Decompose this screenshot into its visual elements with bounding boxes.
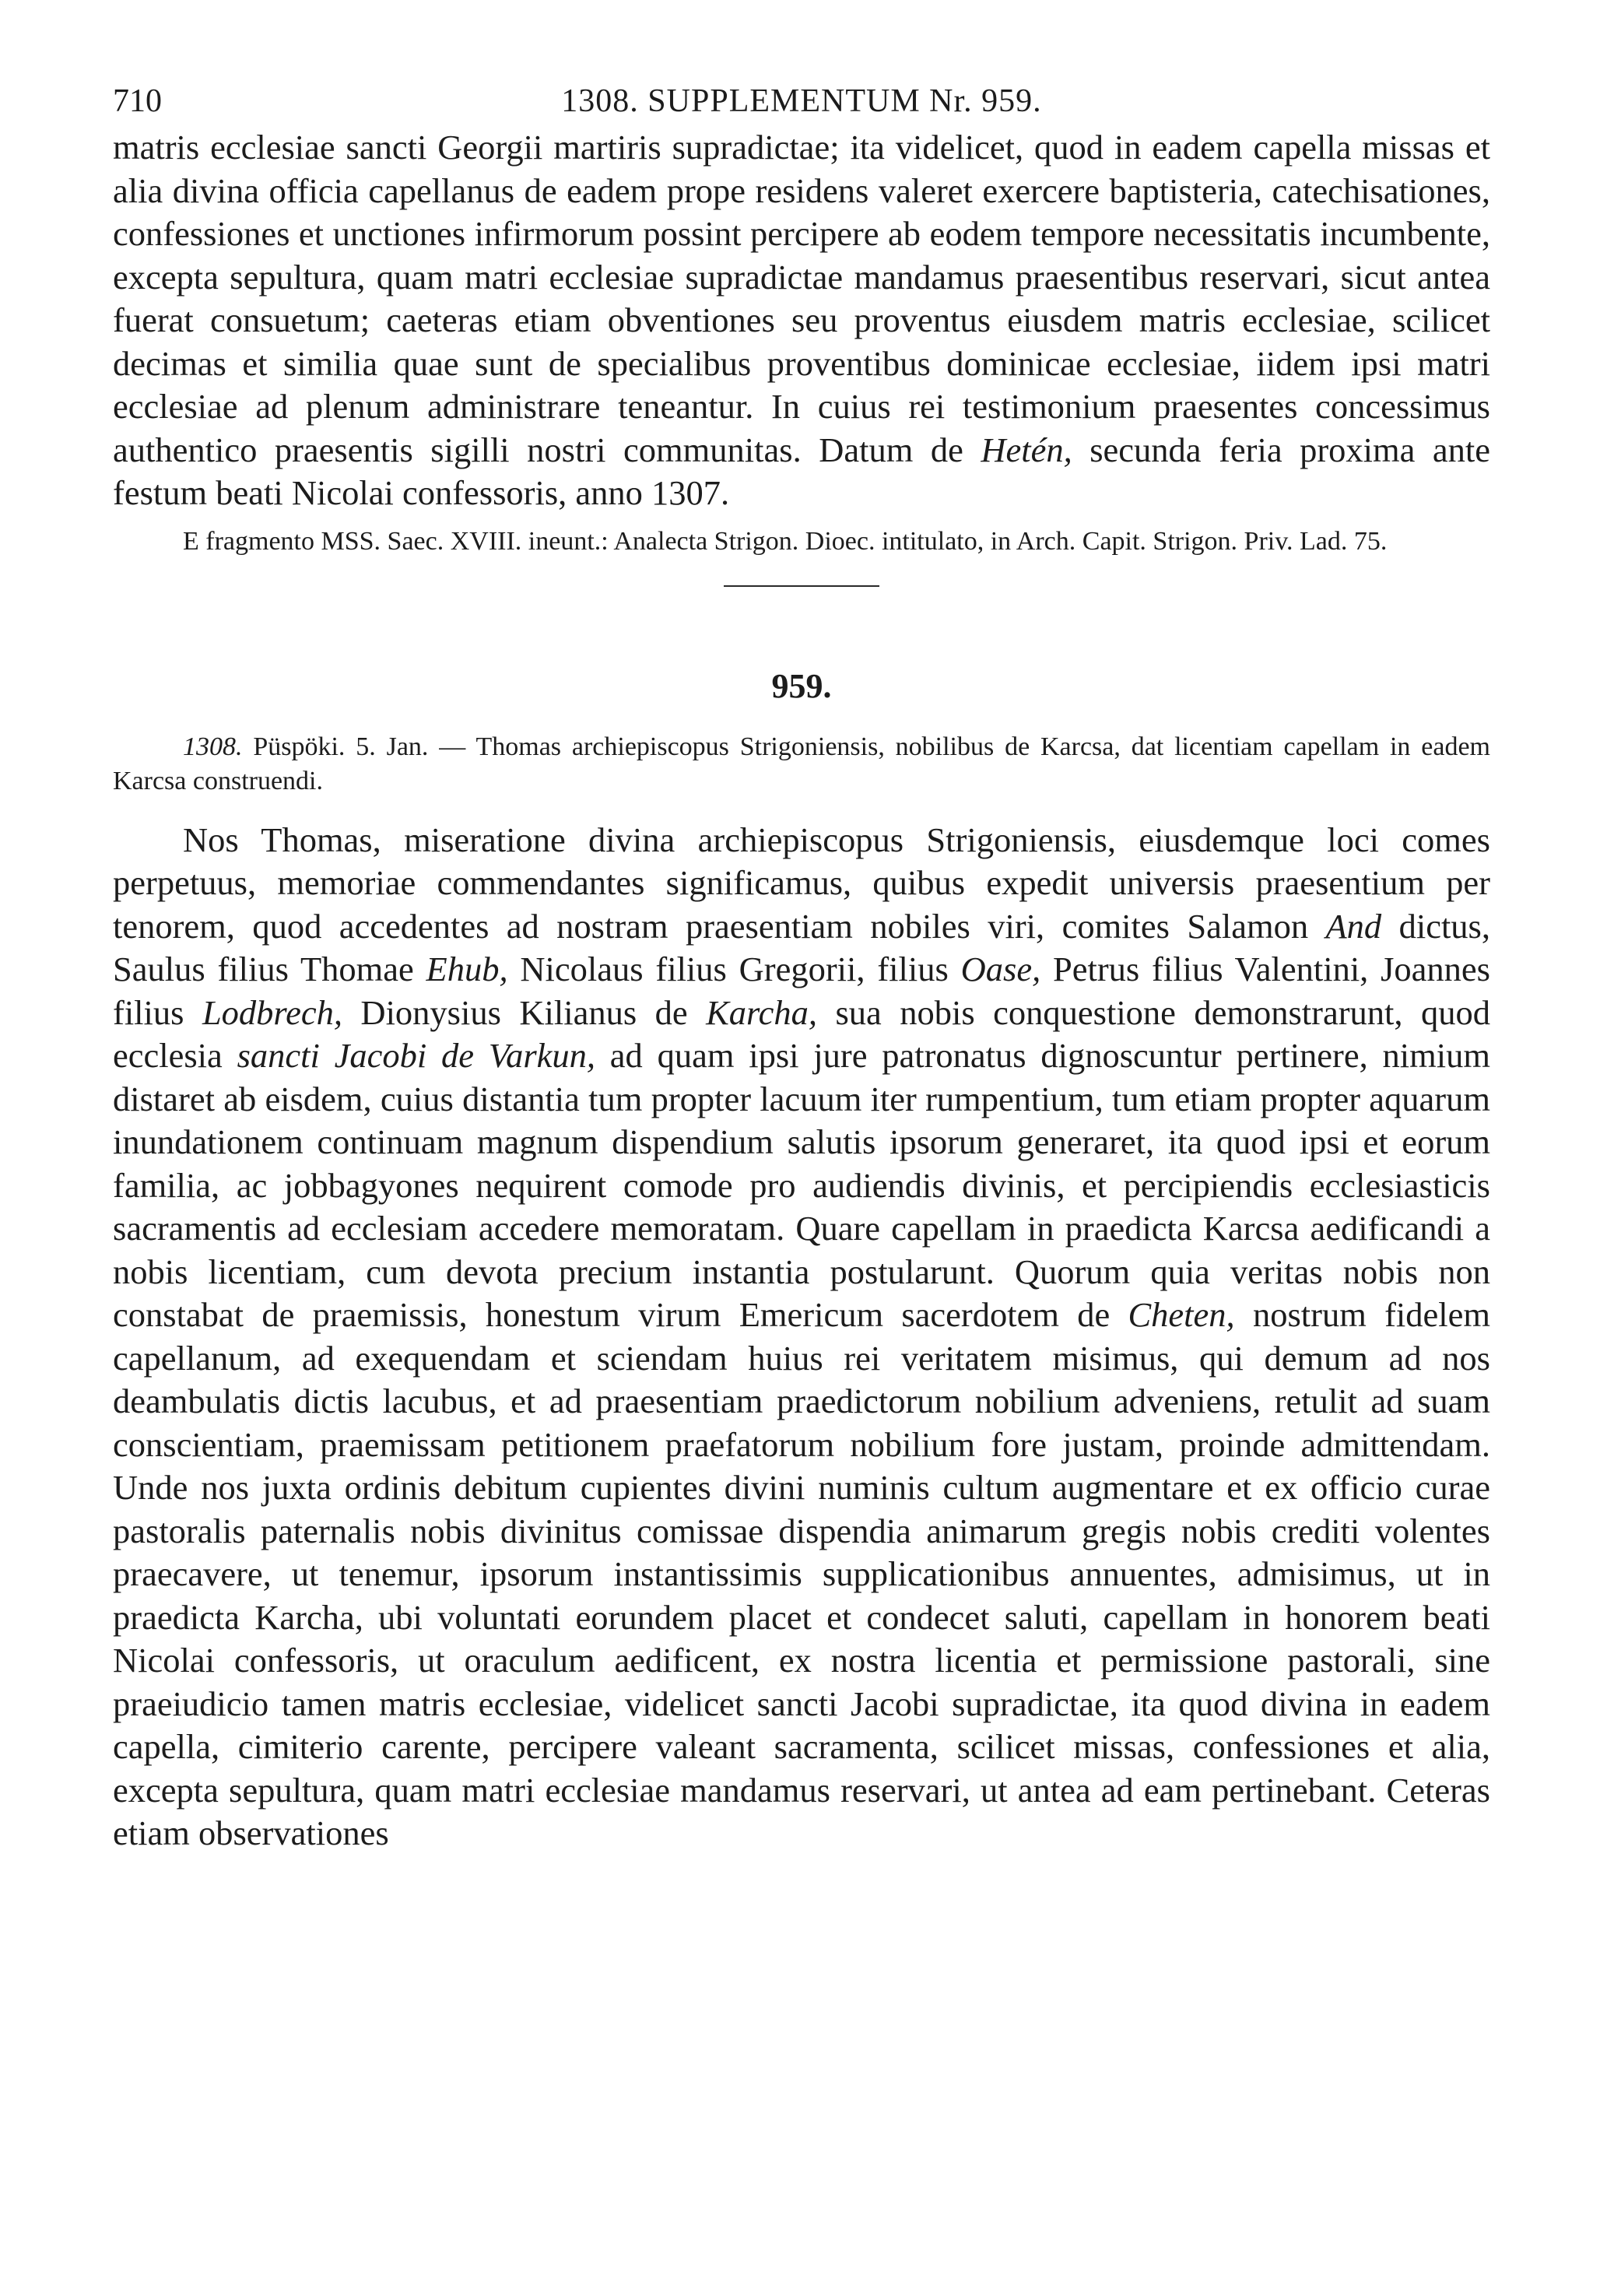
continued-text-part: secunda feria proxima ante festum beati Nicolai confessoris, anno 1307. (113, 430, 1490, 512)
charter-text (113, 819, 1490, 1855)
continued-text-part: matris ecclesiae sancti Georgii martiris supradictae; ita videlicet, quod in eadem capella missas et alia divina officia capellanus de eadem prope residens valeret exercere baptisteria, catechisationes, confessiones et unctiones infirmorum possint percipere ab eodem tempore necessitatis incumbente, excepta sepultura, quam matri ecclesiae supradictae mandamus praesentibus reservari, sicut antea fuerat consuetum; caeteras etiam obventiones seu proventus eiusdem matris ecclesiae, scilicet decimas et similia quae sunt de specialibus proventibus dominicae ecclesiae, iidem ipsi matri ecclesiae ad plenum administrare teneantur. In cuius rei testimonium praesentes concessimus authentico praesentis sigilli nostri communitas. Datum de (113, 128, 1490, 469)
text-run: sua nobis conquestione demonstrarunt, quod ecclesia (113, 992, 1490, 1075)
text-run: Nos Thomas, miseratione divina archiepiscopus Strigoniensis, eiusdemque loci comes perpetuus, memoriae commendantes significamus, quibus expedit universis praesentium per tenorem, quod accedentes ad nostram praesentiam nobiles viri, comites Salamon (113, 820, 1490, 946)
page-number: 710 (113, 83, 162, 119)
text-run: Dionysius Kilianus de (342, 992, 707, 1032)
document-number: 959. (771, 666, 832, 705)
regest (113, 730, 1490, 799)
source-note: E fragmento MSS. Saec. XVIII. ineunt.: Analecta Strigon. Dioec. intitulato, in Arch. Capit. Strigon. Priv. Lad. 75. (183, 526, 1388, 556)
regest-date: 1308. (183, 732, 243, 761)
place-name-italic: Hetén, (981, 430, 1072, 469)
italic-name: Karcha, (706, 992, 818, 1032)
text-run: nostrum fidelem capellanum, ad exequendam et sciendam huius rei veritatem misimus, qui demum ad nos deambulatis dictis lacubus, et ad praesentiam praedictorum nobilium adveniens, retulit ad suam conscientiam, praemissam petitionem praefatorum nobilium fore justam, proinde admittendam. Unde nos juxta ordinis debitum cupientes divini numinis cultum augmentare et ex officio curae pastoralis paternalis nobis divinitus comissae dispendia animarum gregis nobis crediti volentes praecavere, ut tenemur, ipsorum instantissimis supplicationibus annuentes, admisimus, ut in praedicta Karcha, ubi voluntati eorundem placet et condecet saluti, capellam in honorem beati Nicolai confessoris, ut oraculum aedificent, ex nostra licentia et permissione pastorali, sine praeiudicio tamen matris ecclesiae, videlicet sancti Jacobi supradictae, ita quod divina in eadem capella, cimiterio carente, percipere valeant sacramenta, scilicet missas, confessiones et alia, excepta sepultura, quam matri ecclesiae mandamus reservari, ut antea ad eam pertinebant. Ceteras etiam observationes (113, 1295, 1490, 1852)
book-page (113, 78, 1490, 1855)
section-divider (724, 585, 879, 587)
regest-text: Püspöki. 5. Jan. — Thomas archiepiscopus Strigoniensis, nobilibus de Karcsa, dat licentiam capellam in eadem Karcsa construendi. (113, 732, 1490, 795)
italic-name: Cheten, (1128, 1295, 1235, 1334)
text-run: ad quam ipsi jure patronatus dignoscuntur pertinere, nimium distaret ab eisdem, cuius distantia tum propter lacuum iter rumpentium, tum etiam propter aquarum inundationem continuam magnum dispendium salutis ipsorum generaret, ita quod ipsi et eorum familia, ac jobbagyones nequirent comode pro audiendis divinis, et percipiendis ecclesiasticis sacramentis ad ecclesiam accedere memoratam. Quare capellam in praedicta Karcsa aedificandi a nobis licentiam, cum devota precium instantia postularunt. Quorum quia veritas nobis non constabat de praemissis, honestum virum Emericum sacerdotem de (113, 1036, 1490, 1334)
charter-paragraph (113, 819, 1490, 1855)
italic-name: sancti Jacobi de Varkun, (237, 1036, 596, 1075)
running-title: 1308. SUPPLEMENTUM Nr. 959. (561, 83, 1042, 119)
continued-document-text (113, 126, 1490, 515)
italic-name: And (1325, 906, 1382, 946)
text-run: Nicolaus filius Gregorii, filius (507, 950, 961, 988)
italic-name: Lodbrech, (202, 992, 342, 1032)
italic-name: Oase, (960, 950, 1041, 988)
page-header (113, 78, 1490, 125)
continued-paragraph (113, 126, 1490, 515)
italic-name: Ehub, (426, 950, 508, 988)
text-run: dictus, Saulus filius Thomae (113, 906, 1491, 988)
text-run: Petrus filius Valentini, Joannes filius (113, 950, 1490, 1032)
